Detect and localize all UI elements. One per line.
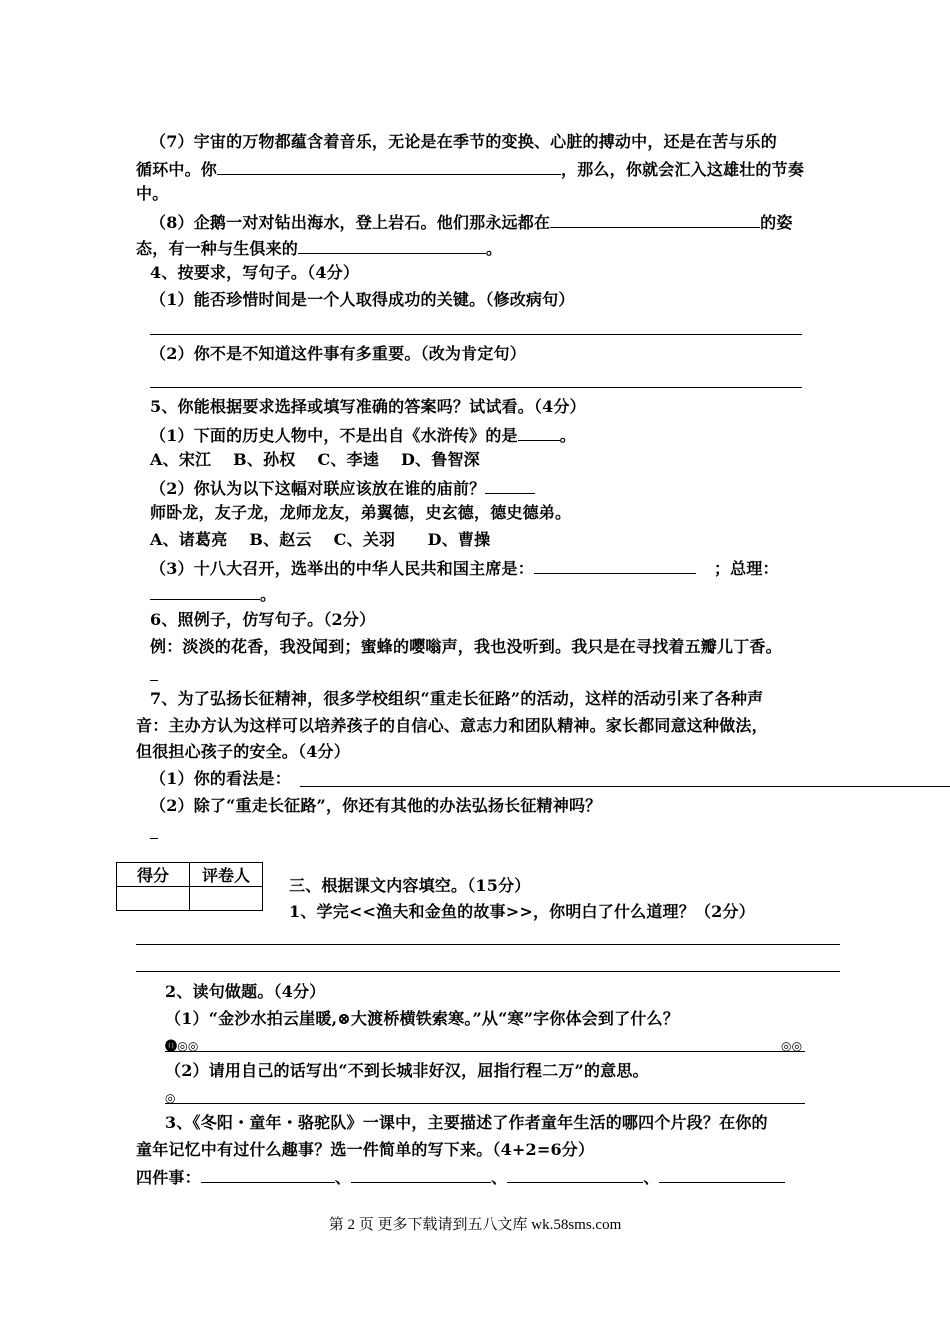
q8-line2-text-b: 。 bbox=[486, 239, 503, 258]
s5-title: 5、你能根据要求选择或填写准确的答案吗？试试看。（4分） bbox=[150, 397, 586, 416]
s5-q1-answer-blank[interactable] bbox=[518, 424, 560, 441]
part3-q2-item2: （2）请用自己的话写出“不到长城非好汉，屈指行程二万”的意思。 bbox=[165, 1061, 649, 1080]
grader-cell[interactable] bbox=[190, 887, 263, 911]
score-header: 得分 bbox=[117, 863, 190, 887]
q8-line1-text-a: （8）企鹅一对对钻出海水，登上岩石。他们那永远都在 bbox=[150, 213, 551, 232]
q7-line1: （7）宇宙的万物都蕴含着音乐，无论是在季节的变换、心脏的搏动中，还是在苦与乐的 bbox=[150, 132, 777, 151]
s4-item1-answer-line[interactable] bbox=[150, 334, 802, 335]
s5-q3-text-b: ；总理： bbox=[713, 559, 779, 578]
s5-q3-end: 。 bbox=[260, 585, 277, 604]
s4-title: 4、按要求，写句子。（4分） bbox=[150, 263, 360, 282]
part3-q3-blank-4[interactable] bbox=[659, 1166, 785, 1183]
part3-q3-sep-2: 、 bbox=[491, 1168, 508, 1187]
q8-answer-blank-2[interactable] bbox=[298, 237, 486, 254]
s5-q2 bbox=[150, 477, 535, 499]
s4-item1: （1）能否珍惜时间是一个人取得成功的关键。（修改病句） bbox=[150, 290, 575, 309]
part3-q3-line3 bbox=[136, 1166, 785, 1188]
s5-q3-president-blank[interactable] bbox=[534, 557, 696, 574]
s7-item1 bbox=[150, 769, 291, 789]
q8-line2-text-a: 态，有一种与生俱来的 bbox=[136, 239, 299, 258]
part3-q3-line2: 童年记忆中有过什么趣事？选一件简单的写下来。（4+2=6分） bbox=[136, 1140, 595, 1159]
s5-q1-text: （1）下面的历史人物中，不是出自《水浒传》的是 bbox=[150, 426, 518, 445]
part3-q1-answer-line-1[interactable] bbox=[136, 944, 840, 945]
part3-q3-sep-1: 、 bbox=[334, 1168, 352, 1187]
s5-q2-answer-blank[interactable] bbox=[485, 477, 535, 494]
s5-q3 bbox=[150, 557, 779, 579]
part3-title: 三、根据课文内容填空。（15分） bbox=[289, 876, 531, 895]
part3-q3-sep-3: 、 bbox=[643, 1168, 660, 1187]
s7-item2-answer-line[interactable] bbox=[150, 838, 158, 839]
q7-line2-text-a: 循环中。你 bbox=[136, 160, 218, 179]
s5-q3-premier-blank[interactable] bbox=[150, 583, 260, 600]
s5-q1-end: 。 bbox=[559, 426, 576, 445]
part3-q1-answer-line-2[interactable] bbox=[136, 971, 840, 972]
part3-q2-item1-mark-left: ⓿◎◎ bbox=[165, 1039, 199, 1053]
q8-line1-text-b: 的姿 bbox=[760, 213, 793, 232]
s5-q3-text-a: （3）十八大召开，选举出的中华人民共和国主席是： bbox=[150, 559, 534, 578]
s5-q2-text: （2）你认为以下这幅对联应该放在谁的庙前？ bbox=[150, 479, 486, 498]
part3-q3-line1: 3、《冬阳・童年・骆驼队》一课中，主要描述了作者童年生活的哪四个片段？在你的 bbox=[165, 1113, 768, 1132]
q7-line3: 中。 bbox=[136, 184, 169, 203]
part3-q3-label: 四件事： bbox=[136, 1168, 201, 1187]
s7-item1-text: （1）你的看法是： bbox=[150, 769, 291, 788]
part3-q2-item1-mark-right: ◎◎ bbox=[781, 1039, 803, 1053]
s5-couplet: 师卧龙，友子龙，龙师龙友，弟翼德，史玄德，德史德弟。 bbox=[150, 503, 572, 522]
s7-line1: 7、为了弘扬长征精神，很多学校组织“重走长征路”的活动，这样的活动引来了各种声 bbox=[150, 689, 764, 708]
score-cell[interactable] bbox=[117, 887, 190, 911]
part3-q2-item1: （1）“金沙水拍云崖暖,⊗大渡桥横铁索寒。”从“寒”字你体会到了什么？ bbox=[165, 1009, 679, 1028]
score-table bbox=[116, 862, 263, 911]
s4-item2-answer-line[interactable] bbox=[150, 387, 802, 388]
part3-q3-blank-3[interactable] bbox=[507, 1166, 643, 1183]
s5-q2-options: A、诸葛亮 B、赵云 C、关羽 D、曹操 bbox=[150, 530, 491, 549]
q7-line2 bbox=[136, 158, 804, 180]
part3-q2-item2-mark: ◎ bbox=[165, 1091, 176, 1105]
s5-q3-line2 bbox=[150, 583, 276, 605]
s5-q1-options: A、宋江 B、孙权 C、李逵 D、鲁智深 bbox=[150, 450, 480, 469]
s6-answer-line[interactable] bbox=[150, 680, 158, 681]
q7-answer-blank[interactable] bbox=[217, 158, 561, 175]
s7-item1-answer-line[interactable] bbox=[300, 786, 950, 787]
part3-q2-item1-answer-line[interactable] bbox=[165, 1051, 805, 1052]
s4-item2: （2）你不是不知道这件事有多重要。（改为肯定句） bbox=[150, 344, 526, 363]
s6-title: 6、照例子，仿写句子。（2分） bbox=[150, 610, 376, 629]
part3-q2-title: 2、读句做题。（4分） bbox=[165, 982, 326, 1001]
s5-q1 bbox=[150, 424, 576, 446]
q8-line1 bbox=[150, 211, 793, 233]
s7-item2: （2）除了“重走长征路”，你还有其他的办法弘扬长征精神吗？ bbox=[150, 796, 602, 815]
q7-line2-text-b: ，那么，你就会汇入这雄壮的节奏 bbox=[561, 160, 805, 179]
s7-line2: 音：主办方认为这样可以培养孩子的自信心、意志力和团队精神。家长都同意这种做法， bbox=[136, 716, 768, 735]
s6-example: 例：淡淡的花香，我没闻到；蜜蜂的嘤嗡声，我也没听到。我只是在寻找着五瓣儿丁香。 bbox=[150, 637, 782, 656]
part3-q3-blank-1[interactable] bbox=[201, 1166, 335, 1183]
part3-q1: 1、学完<<渔夫和金鱼的故事>>，你明白了什么道理？（2分） bbox=[289, 902, 755, 921]
part3-q3-blank-2[interactable] bbox=[351, 1166, 491, 1183]
page-footer: 第 2 页 更多下载请到五八文库 wk.58sms.com bbox=[328, 1217, 622, 1233]
part3-q2-item2-answer-line[interactable] bbox=[165, 1103, 805, 1104]
s7-line3: 但很担心孩子的安全。（4分） bbox=[136, 742, 350, 761]
grader-header: 评卷人 bbox=[190, 863, 263, 887]
q8-line2 bbox=[136, 237, 502, 259]
q8-answer-blank-1[interactable] bbox=[550, 211, 760, 228]
